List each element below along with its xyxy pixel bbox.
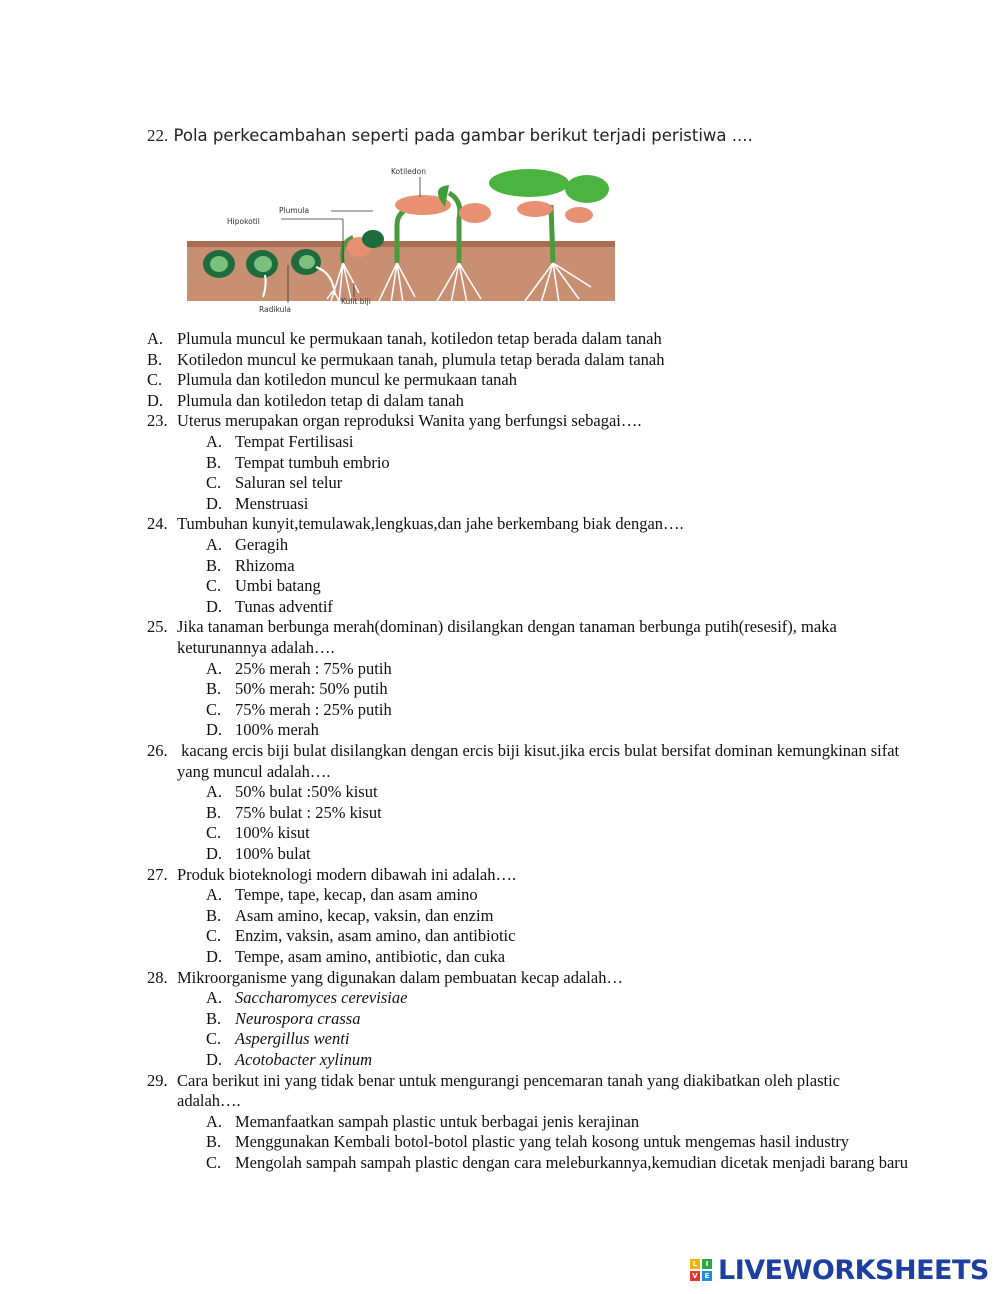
q29-option-a[interactable]	[206, 1111, 639, 1132]
question-number: 22.	[147, 126, 169, 145]
option-text: 75% bulat : 25% kisut	[235, 802, 382, 822]
question-number: 29.	[147, 1070, 168, 1090]
q28-option-d[interactable]	[206, 1049, 372, 1070]
option-text: 25% merah : 75% putih	[235, 658, 392, 678]
question-27	[147, 864, 516, 885]
label-plumula: Plumula	[279, 206, 310, 215]
q23-option-a[interactable]	[206, 431, 353, 452]
logo-cell-i: I	[702, 1259, 712, 1269]
logo-wordmark: LIVEWORKSHEETS	[718, 1254, 989, 1286]
question-26-continuation: yang muncul adalah….	[177, 761, 331, 781]
logo-cell-e: E	[702, 1271, 712, 1281]
option-label: C.	[206, 699, 222, 719]
option-text: Saccharomyces cerevisiae	[235, 988, 408, 1008]
option-label: B.	[206, 802, 222, 822]
q28-option-a[interactable]	[206, 987, 407, 1008]
question-28	[147, 967, 623, 988]
option-text: Acotobacter xylinum	[235, 1050, 372, 1069]
question-29-continuation: adalah….	[177, 1091, 241, 1111]
option-text: Tempe, tape, kecap, dan asam amino	[235, 885, 478, 905]
seed-stage-1	[203, 250, 235, 278]
option-text: Menggunakan Kembali botol-botol plastic yang telah kosong untuk mengemas hasil industry	[235, 1132, 850, 1152]
option-label: B.	[206, 905, 222, 925]
option-label: C.	[206, 926, 222, 946]
liveworksheets-logo[interactable]	[690, 1254, 989, 1286]
option-text: Tempat Fertilisasi	[235, 432, 354, 451]
option-text: Plumula dan kotiledon tetap di dalam tanah	[177, 390, 464, 410]
label-hipokotil: Hipokotil	[227, 217, 260, 226]
option-text: Umbi batang	[235, 576, 321, 596]
question-text: Produk bioteknologi modern dibawah ini adalah….	[177, 864, 517, 884]
option-text: Geragih	[235, 535, 289, 554]
question-text: Cara berikut ini yang tidak benar untuk mengurangi pencemaran tanah yang diakibatkan oleh plastic	[177, 1070, 840, 1090]
q27-option-a[interactable]	[206, 884, 478, 905]
option-label: C.	[206, 1153, 222, 1172]
question-25-continuation: keturunannya adalah….	[177, 638, 335, 657]
question-number: 27.	[147, 864, 168, 884]
option-label: D.	[147, 390, 164, 410]
logo-cell-v: V	[690, 1271, 700, 1281]
q27-option-d[interactable]	[206, 946, 505, 967]
logo-cell-l: L	[690, 1259, 700, 1269]
q25-option-a[interactable]	[206, 658, 392, 679]
option-label: D.	[206, 947, 223, 966]
option-text: Aspergillus wenti	[235, 1029, 350, 1049]
option-label: A.	[206, 988, 223, 1008]
question-22	[147, 126, 753, 146]
option-text: Mengolah sampah sampah plastic dengan cara meleburkannya,kemudian dicetak menjadi barang baru	[235, 1153, 909, 1172]
option-text: Rhizoma	[235, 555, 295, 575]
q24-option-c[interactable]	[206, 575, 321, 596]
option-label: B.	[206, 555, 222, 575]
q26-option-c[interactable]	[206, 822, 310, 843]
question-text: Pola perkecambahan seperti pada gambar berikut terjadi peristiwa ....	[173, 126, 753, 145]
q25-option-c[interactable]	[206, 699, 392, 720]
option-text: Menstruasi	[235, 493, 309, 513]
question-number: 23.	[147, 411, 168, 431]
question-text: kacang ercis biji bulat disilangkan dengan ercis biji kisut.jika ercis bulat bersifat dominan kemungkinan sifat	[177, 741, 900, 760]
option-label: A.	[206, 535, 223, 554]
option-label: A.	[206, 432, 223, 451]
question-number: 25.	[147, 617, 168, 637]
option-label: C.	[206, 576, 222, 596]
q26-option-d[interactable]	[206, 843, 311, 864]
q26-option-a[interactable]	[206, 781, 378, 802]
question-24	[147, 513, 684, 534]
q22-option-b[interactable]	[147, 349, 665, 370]
q28-option-b[interactable]	[206, 1008, 360, 1029]
option-label: B.	[206, 1132, 222, 1152]
option-text: 50% bulat :50% kisut	[235, 782, 378, 802]
option-label: A.	[206, 658, 223, 678]
question-text: Jika tanaman berbunga merah(dominan) disilangkan dengan tanaman berbunga putih(resesif), maka	[177, 617, 837, 637]
option-label: B.	[206, 1008, 222, 1028]
option-label: D.	[206, 596, 223, 616]
question-25	[147, 616, 837, 637]
label-radikula: Radikula	[259, 305, 292, 314]
option-label: B.	[147, 349, 163, 369]
question-text: Mikroorganisme yang digunakan dalam pembuatan kecap adalah…	[177, 967, 623, 987]
q27-option-c[interactable]	[206, 925, 515, 946]
q23-option-d[interactable]	[206, 493, 308, 514]
option-text: 100% bulat	[235, 844, 311, 863]
q27-option-b[interactable]	[206, 905, 493, 926]
question-29	[147, 1070, 840, 1091]
question-number: 28.	[147, 967, 168, 987]
option-label: C.	[206, 1029, 222, 1049]
question-text: Tumbuhan kunyit,temulawak,lengkuas,dan jahe berkembang biak dengan….	[177, 514, 684, 534]
option-label: C.	[147, 370, 163, 390]
option-text: 100% kisut	[235, 823, 310, 843]
option-label: D.	[206, 844, 223, 863]
label-kotiledon: Kotiledon	[391, 167, 426, 176]
option-label: A.	[206, 1111, 223, 1131]
option-label: D.	[206, 493, 223, 513]
q23-option-c[interactable]	[206, 472, 342, 493]
q26-option-b[interactable]	[206, 802, 382, 823]
option-text: Saluran sel telur	[235, 473, 343, 493]
question-23	[147, 410, 642, 431]
q22-option-d[interactable]	[147, 390, 464, 411]
option-label: A.	[206, 782, 223, 802]
q25-option-d[interactable]	[206, 719, 319, 740]
option-text: Plumula dan kotiledon muncul ke permukaan tanah	[177, 370, 517, 390]
option-text: Tempat tumbuh embrio	[235, 452, 390, 472]
option-text: Kotiledon muncul ke permukaan tanah, plumula tetap berada dalam tanah	[177, 349, 665, 369]
question-text: Uterus merupakan organ reproduksi Wanita yang berfungsi sebagai….	[177, 411, 642, 431]
option-label: D.	[206, 720, 223, 740]
option-label: C.	[206, 473, 222, 493]
option-text: Plumula muncul ke permukaan tanah, kotiledon tetap berada dalam tanah	[177, 329, 662, 348]
option-label: C.	[206, 823, 222, 843]
q29-option-c[interactable]	[206, 1152, 908, 1173]
option-label: A.	[147, 329, 164, 348]
option-text: Tempe, asam amino, antibiotic, dan cuka	[235, 947, 506, 966]
q25-option-b[interactable]	[206, 678, 388, 699]
q23-option-b[interactable]	[206, 452, 390, 473]
option-text: 100% merah	[235, 720, 319, 740]
q29-option-b[interactable]	[206, 1131, 849, 1152]
option-label: B.	[206, 679, 222, 699]
option-text: Asam amino, kecap, vaksin, dan enzim	[235, 905, 494, 925]
question-number: 24.	[147, 514, 168, 534]
option-label: B.	[206, 452, 222, 472]
q22-option-a[interactable]	[147, 328, 662, 349]
option-label: D.	[206, 1050, 223, 1069]
question-26	[147, 740, 899, 761]
option-text: 75% merah : 25% putih	[235, 699, 392, 719]
q28-option-c[interactable]	[206, 1028, 349, 1049]
option-text: Neurospora crassa	[235, 1008, 361, 1028]
germination-figure	[183, 163, 623, 315]
question-number: 26.	[147, 741, 168, 760]
q24-option-a[interactable]	[206, 534, 288, 555]
q24-option-d[interactable]	[206, 596, 333, 617]
option-text: Tunas adventif	[235, 596, 333, 616]
option-text: 50% merah: 50% putih	[235, 679, 388, 699]
q22-option-c[interactable]	[147, 369, 517, 390]
option-text: Memanfaatkan sampah plastic untuk berbagai jenis kerajinan	[235, 1111, 640, 1131]
q24-option-b[interactable]	[206, 555, 295, 576]
option-text: Enzim, vaksin, asam amino, dan antibiotic	[235, 926, 516, 946]
option-label: A.	[206, 885, 223, 905]
logo-icon	[690, 1259, 712, 1281]
label-kulit-biji: Kulit biji	[341, 297, 371, 306]
